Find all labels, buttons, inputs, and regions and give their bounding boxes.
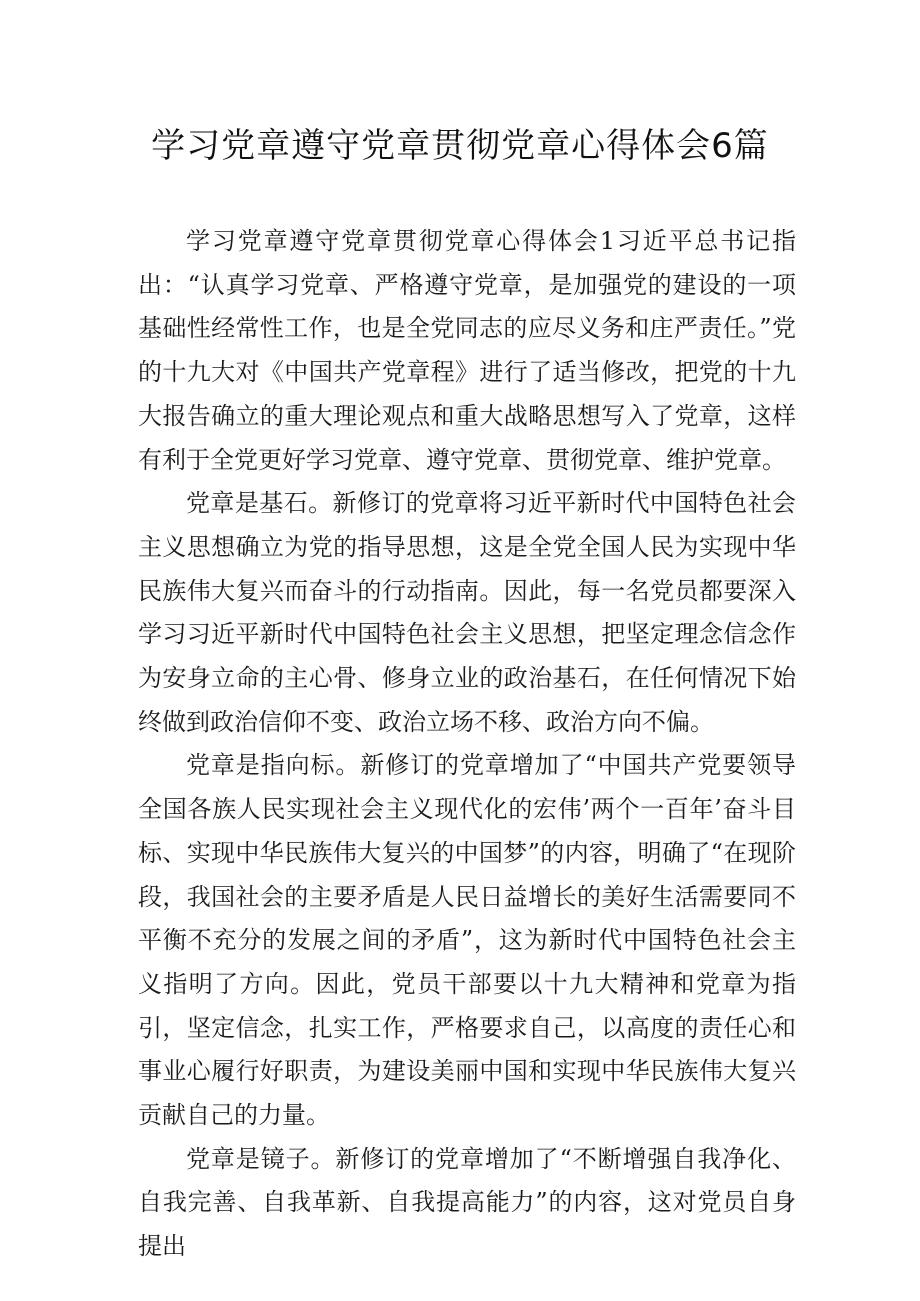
paragraph-1: 学习党章遵守党章贯彻党章心得体会1习近平总书记指出：“认真学习党章、严格遵守党章，是加强党的建设的一项基础性经常性工作，也是全党同志的应尽义务和庄严责任。”党的十九大对《中国共产党章程》进行了适当修改，把党的十九大报告确立的重大理论观点和重大战略思想写入了党章，这样有利于全党更好学习党章、遵守党章、贯彻党章、维护党章。 bbox=[138, 227, 796, 474]
paragraph-3: 党章是指向标。新修订的党章增加了“中国共产党要领导全国各族人民实现社会主义现代化的宏伟’两个一百年’奋斗目标、实现中华民族伟大复兴的中国梦”的内容，明确了“在现阶段，我国社会的主要矛盾是人民日益增长的美好生活需要同不平衡不充分的发展之间的矛盾”，这为新时代中国特色社会主义指明了方向。因此，党员干部要以十九大精神和党章为指引，坚定信念，扎实工作，严格要求自己，以高度的责任心和事业心履行好职责，为建设美丽中国和实现中华民族伟大复兴贡献自己的力量。 bbox=[138, 751, 796, 1130]
document-body bbox=[138, 220, 796, 1269]
paragraph-4: 党章是镜子。新修订的党章增加了“不断增强自我净化、自我完善、自我革新、自我提高能力”的内容，这对党员自身提出 bbox=[138, 1144, 796, 1261]
document-title: 学习党章遵守党章贯彻党章心得体会6篇 bbox=[151, 126, 769, 166]
paragraph-2: 党章是基石。新修订的党章将习近平新时代中国特色社会主义思想确立为党的指导思想，这是全党全国人民为实现中华民族伟大复兴而奋斗的行动指南。因此，每一名党员都要深入学习习近平新时代中国特色社会主义思想，把坚定理念信念作为安身立命的主心骨、修身立业的政治基石，在任何情况下始终做到政治信仰不变、政治立场不移、政治方向不偏。 bbox=[138, 489, 796, 736]
